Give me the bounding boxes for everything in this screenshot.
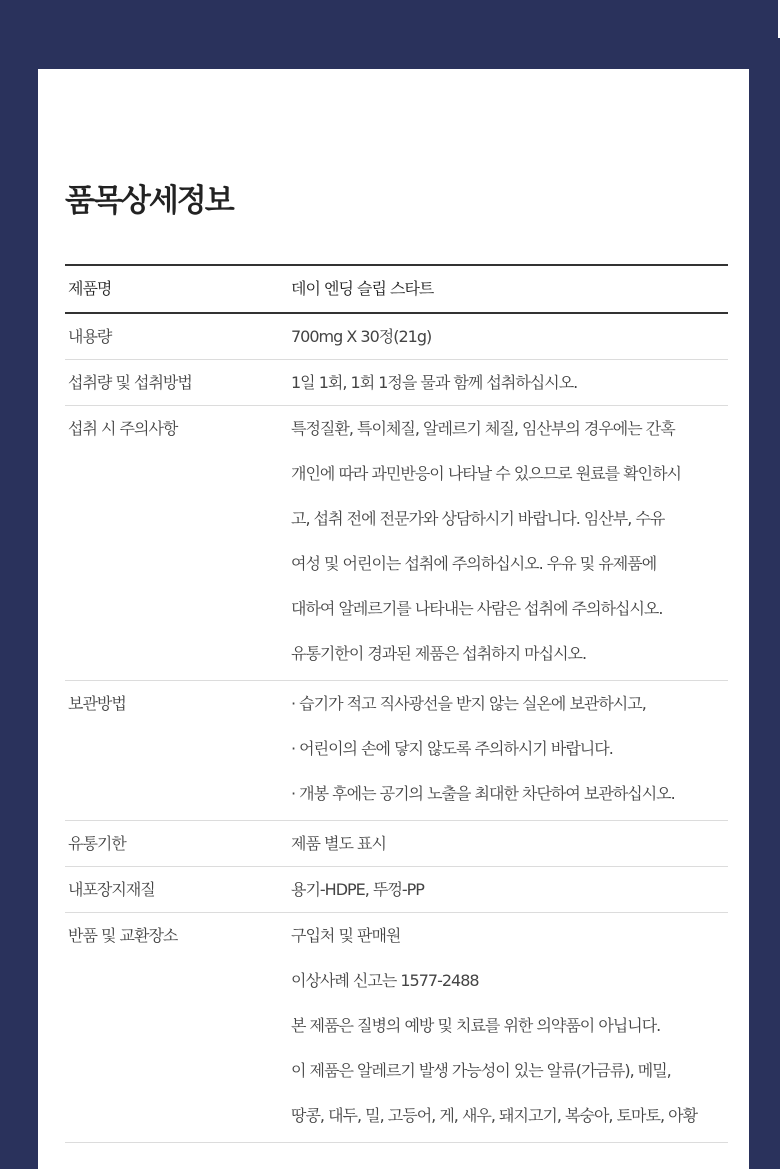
row-return-exchange — [65, 913, 728, 1143]
row-value-line: 대하여 알레르기를 나타내는 사람은 섭취에 주의하십시오. — [291, 599, 663, 618]
row-label: 반품 및 교환장소 — [68, 926, 178, 945]
row-expiry — [65, 821, 728, 867]
row-label: 유통기한 — [68, 834, 126, 853]
row-value-line: 1일 1회, 1회 1정을 물과 함께 섭취하십시오. — [291, 373, 578, 392]
row-label: 보관방법 — [68, 694, 126, 713]
row-packaging-material — [65, 867, 728, 913]
product-info-card — [38, 69, 749, 1169]
row-values — [291, 316, 728, 357]
row-precautions — [65, 406, 728, 681]
row-value-line: 구입처 및 판매원 — [291, 926, 401, 945]
row-storage — [65, 681, 728, 821]
row-label: 섭취량 및 섭취방법 — [68, 373, 192, 392]
row-value-line: · 개봉 후에는 공기의 노출을 최대한 차단하여 보관하십시오. — [291, 784, 675, 803]
row-value-line: 용기-HDPE, 뚜껑-PP — [291, 880, 424, 899]
row-value-line: · 어린이의 손에 닿지 않도록 주의하시기 바랍니다. — [291, 739, 613, 758]
row-label: 제품명 — [68, 279, 112, 298]
row-label: 내포장지재질 — [68, 880, 155, 899]
row-values — [291, 408, 728, 678]
row-label: 섭취 시 주의사항 — [68, 419, 178, 438]
row-value-line: 이 제품은 알레르기 발생 가능성이 있는 알류(가금류), 메밀, — [291, 1061, 671, 1080]
row-value-line: 개인에 따라 과민반응이 나타날 수 있으므로 원료를 확인하시 — [291, 464, 682, 483]
row-product-name — [65, 266, 728, 314]
row-value-line: 제품 별도 표시 — [291, 834, 386, 853]
row-label: 내용량 — [68, 327, 112, 346]
row-value-line: 본 제품은 질병의 예방 및 치료를 위한 의약품이 아닙니다. — [291, 1016, 661, 1035]
row-value-line: · 습기가 적고 직사광선을 받지 않는 실온에 보관하시고, — [291, 694, 646, 713]
page-title: 품목상세정보 — [65, 183, 233, 219]
row-values — [291, 823, 728, 864]
row-values — [291, 683, 728, 818]
row-value-line: 땅콩, 대두, 밀, 고등어, 게, 새우, 돼지고기, 복숭아, 토마토, 아황 — [291, 1106, 698, 1125]
product-info-table — [65, 264, 728, 1143]
row-values — [291, 362, 728, 403]
row-values — [291, 915, 728, 1140]
row-value-line: 특정질환, 특이체질, 알레르기 체질, 임산부의 경우에는 간혹 — [291, 419, 675, 438]
row-value-line: 이상사례 신고는 1577-2488 — [291, 971, 479, 990]
row-values — [291, 869, 728, 910]
row-value-line: 700mg X 30정(21g) — [291, 327, 432, 346]
row-value-line: 여성 및 어린이는 섭취에 주의하십시오. 우유 및 유제품에 — [291, 554, 657, 573]
row-values — [291, 268, 728, 309]
row-value-line: 유통기한이 경과된 제품은 섭취하지 마십시오. — [291, 644, 587, 663]
row-intake-method — [65, 360, 728, 406]
row-value-line: 고, 섭취 전에 전문가와 상담하시기 바랍니다. 임산부, 수유 — [291, 509, 665, 528]
row-value-line: 데이 엔딩 슬립 스타트 — [291, 279, 434, 298]
row-capacity — [65, 314, 728, 360]
